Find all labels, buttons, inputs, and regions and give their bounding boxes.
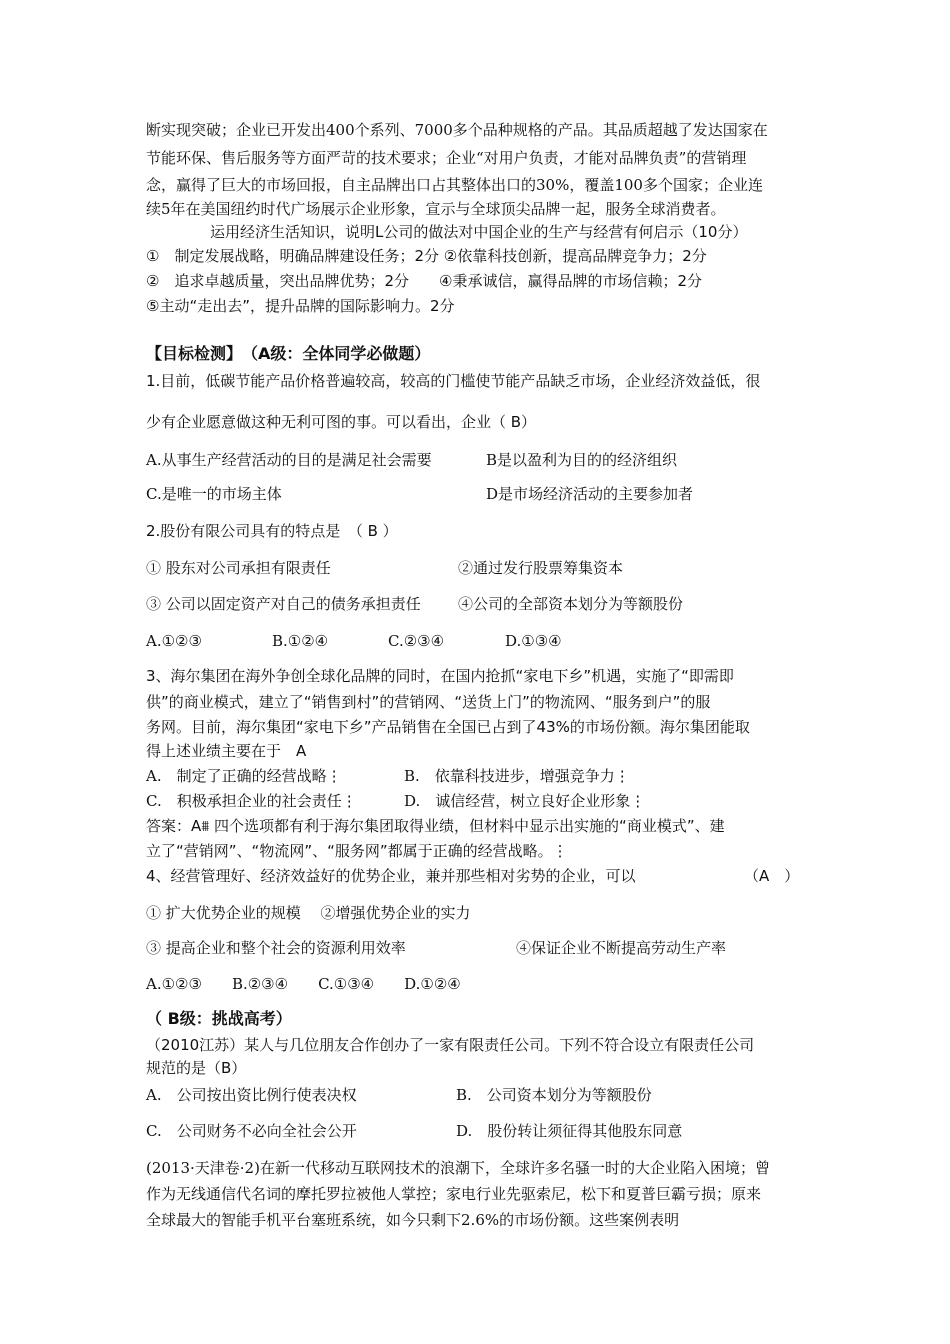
q4-answer: （A ）	[744, 867, 800, 885]
section-a-title: 【目标检测】 （A级：全体同学必做题）	[146, 344, 431, 363]
q2-option-c: C.②③④	[388, 632, 445, 650]
q3-option-c: C. 积极承担企业的社会责任⋮	[146, 792, 357, 810]
q3-answer-line-2: 立了“营销网”、“物流网”、“服务网”都属于正确的经营战略。⋮	[146, 842, 568, 860]
q3-line-1: 3、海尔集团在海外争创全球化品牌的同时，在国内抢抓“家电下乡”机遇，实施了“即需即	[146, 667, 734, 685]
q3-line-4: 得上述业绩主要在于 A	[146, 742, 307, 760]
q4-statement-3: ③ 提高企业和整个社会的资源利用效率	[146, 939, 406, 957]
intro-answer-3: ⑤主动“走出去”，提升品牌的国际影响力。2分	[146, 297, 455, 315]
q1-line-1: 1.目前，低碳节能产品价格普遍较高，较高的门槛使节能产品缺乏市场，企业经济效益低，很	[146, 372, 761, 390]
intro-line-3: 念，赢得了巨大的市场回报，自主品牌出口占其整体出口的30%，覆盖100多个国家；企业连	[146, 176, 763, 194]
b-q2-line-1: (2013·天津卷·2)在新一代移动互联网技术的浪潮下，全球许多名骚一时的大企业陷入困境；曾	[146, 1159, 770, 1177]
q3-option-a: A. 制定了正确的经营战略⋮	[146, 767, 342, 785]
q1-option-a: A.从事生产经营活动的目的是满足社会需要	[146, 451, 432, 469]
b-q1-line-1: （2010江苏）某人与几位朋友合作创办了一家有限责任公司。下列不符合设立有限责任公司	[146, 1036, 755, 1054]
q2-statement-1: ① 股东对公司承担有限责任	[146, 559, 331, 577]
b-q1-option-b: B. 公司资本划分为等额股份	[456, 1086, 652, 1104]
intro-line-4: 续5年在美国纽约时代广场展示企业形象，宣示与全球顶尖品牌一起，服务全球消费者。	[146, 200, 726, 218]
q2-option-a: A.①②③	[146, 632, 202, 650]
q3-line-2: 供”的商业模式，建立了“销售到村”的营销网、“送货上门”的物流网、“服务到户”的服	[146, 693, 711, 711]
b-q2-line-3: 全球最大的智能手机平台塞班系统，如今只剩下2.6%的市场份额。这些案例表明	[146, 1211, 680, 1229]
q3-option-d: D. 诚信经营，树立良好企业形象⋮	[404, 792, 646, 810]
intro-line-2: 节能环保、售后服务等方面严苛的技术要求；企业“对用户负责，才能对品牌负责”的营销理	[146, 149, 747, 167]
q1-option-b: B是以盈利为目的的经济组织	[486, 451, 678, 469]
b-q1-option-a: A. 公司按出资比例行使表决权	[146, 1086, 357, 1104]
q3-answer-line-1: 答案：A⩩ 四个选项都有利于海尔集团取得业绩，但材料中显示出实施的“商业模式”、建	[146, 817, 725, 835]
section-b-title: （ B级：挑战高考）	[146, 1009, 292, 1028]
b-q1-option-c: C. 公司财务不必向全社会公开	[146, 1122, 357, 1140]
q2-stem: 2.股份有限公司具有的特点是 （ B ）	[146, 522, 398, 540]
b-q1-line-2: 规范的是（B）	[146, 1059, 247, 1077]
b-q2-line-2: 作为无线通信代名词的摩托罗拉被他人掌控；家电行业先驱索尼，松下和夏普巨霸亏损；原来	[146, 1185, 762, 1203]
intro-answer-2: ② 追求卓越质量，突出品牌优势；2分 ④秉承诚信，赢得品牌的市场信赖；2分	[146, 272, 702, 290]
q4-statement-4: ④保证企业不断提高劳动生产率	[516, 939, 727, 957]
intro-question: 运用经济生活知识，说明L公司的做法对中国企业的生产与经营有何启示（10分）	[210, 223, 748, 241]
q2-statement-2: ②通过发行股票筹集资本	[458, 559, 624, 577]
q3-option-b: B. 依靠科技进步，增强竞争力⋮	[404, 767, 630, 785]
q2-statement-4: ④公司的全部资本划分为等额股份	[458, 595, 684, 613]
q3-line-3: 务网。目前，海尔集团“家电下乡”产品销售在全国已占到了43%的市场份额。海尔集团能取	[146, 718, 750, 736]
q1-line-2: 少有企业愿意做这种无利可图的事。可以看出，企业（ B）	[146, 413, 537, 431]
q1-option-c: C.是唯一的市场主体	[146, 485, 282, 503]
q4-options: A.①②③ B.②③④ C.①③④ D.①②④	[146, 975, 461, 993]
b-q1-option-d: D. 股份转让须征得其他股东同意	[456, 1122, 683, 1140]
q2-option-d: D.①③④	[505, 632, 562, 650]
q2-option-b: B.①②④	[272, 632, 329, 650]
intro-answer-1: ① 制定发展战略，明确品牌建设任务；2分 ②依靠科技创新，提高品牌竞争力；2分	[146, 247, 707, 265]
intro-line-1: 断实现突破；企业已开发出400个系列、7000多个品种规格的产品。其品质超越了发达国家在	[146, 121, 768, 139]
q2-statement-3: ③ 公司以固定资产对自己的债务承担责任	[146, 595, 421, 613]
q4-statements-1-2: ① 扩大优势企业的规模 ②增强优势企业的实力	[146, 904, 471, 922]
q4-stem: 4、经营管理好、经济效益好的优势企业，兼并那些相对劣势的企业，可以	[146, 867, 636, 885]
q1-option-d: D是市场经济活动的主要参加者	[486, 485, 694, 503]
